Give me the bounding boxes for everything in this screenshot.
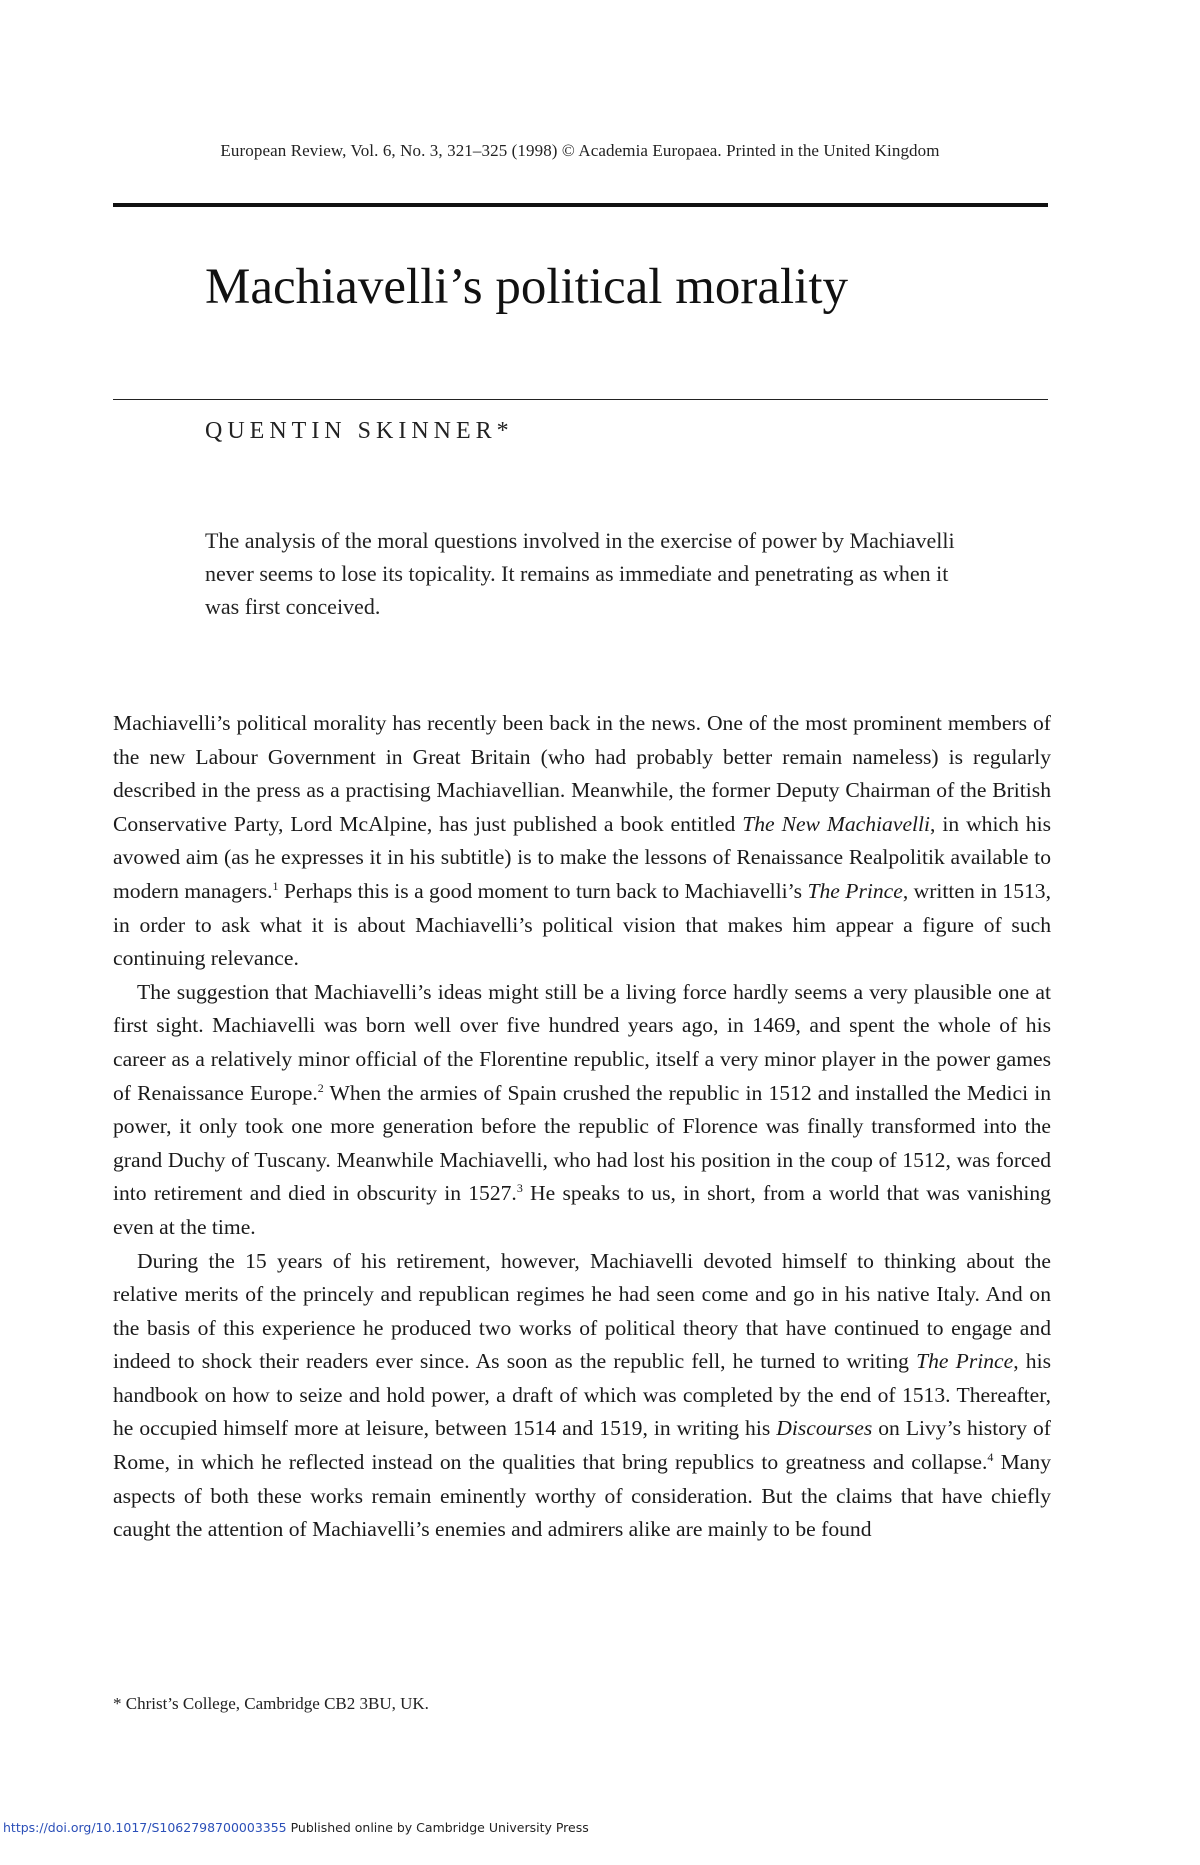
book-title-discourses: Discourses — [776, 1416, 873, 1441]
book-title-new-machiavelli: The New Machiavelli — [742, 811, 931, 836]
book-title-the-prince: The Prince — [807, 878, 903, 903]
book-title-the-prince: The Prince — [916, 1349, 1014, 1374]
body-paragraph-2: The suggestion that Machiavelli’s ideas might still be a living force hardly seems a very plausible one at first sight. Machiavelli was born well over five hundred years ago, in 1469, and spent the whole of his career as a relatively minor official of the Florentine republic, itself a very minor player in the power games of Renaissance Europe.$^2$ When the armies of Spain crushed the republic in 1512 and installed the Medici in power, it only took one more generation before the republic of Florence was finally transformed into the grand Duchy of Tuscany. Meanwhile Machiavelli, who had lost his position in the coup of 1512, was forced into retirement and died in obscurity in 1527.$^3$ He speaks to us, in short, from a world that was vanishing even at the time. — [113, 979, 1052, 1239]
footnote-ref-1: 1 — [272, 878, 279, 893]
title-rule — [113, 399, 1048, 400]
journal-citation-header: European Review, Vol. 6, No. 3, 321–325 (1998) © Academia Europaea. Printed in the United Kingdom — [220, 141, 940, 160]
author-name: QUENTIN SKINNER* — [205, 418, 514, 444]
author-affiliation-footnote: * Christ’s College, Cambridge CB2 3BU, UK. — [113, 1694, 429, 1713]
header-rule — [113, 203, 1048, 207]
footnote-ref-3: 3 — [516, 1181, 523, 1196]
doi-link[interactable]: https://doi.org/10.1017/S1062798700003355 — [3, 1820, 287, 1835]
article-body — [113, 707, 1051, 1547]
abstract: The analysis of the moral questions involved in the exercise of power by Machiavelli never seems to lose its topicality. It remains as immediate and penetrating as when it was first conceived. — [205, 528, 955, 619]
footnote-ref-4: 4 — [987, 1449, 994, 1464]
doi-footer — [3, 1820, 589, 1835]
article-title: Machiavelli’s political morality — [205, 259, 849, 315]
body-paragraph-1: Machiavelli’s political morality has recently been back in the news. One of the most prominent members of the new Labour Government in Great Britain (who had probably better remain nameless) is regularly described in the press as a practising Machiavellian. Meanwhile, the former Deputy Chairman of the British Conservative Party, Lord McAlpine, has just published a book entitled The New Machiavelli, in which his avowed aim (as he expresses it in his subtitle) is to make the lessons of Renaissance Realpolitik available to modern managers.$^1$ Perhaps this is a good moment to turn back to Machiavelli’s The Prince, written in 1513, in order to ask what it is about Machiavelli’s political vision that makes him appear a figure of such continuing relevance. — [113, 711, 1051, 971]
body-paragraph-3: During the 15 years of his retirement, however, Machiavelli devoted himself to thinking about the relative merits of the princely and republican regimes he had seen come and go in his native Italy. And on the basis of this experience he produced two works of political theory that have continued to engage and indeed to shock their readers ever since. As soon as the republic fell, he turned to writing The Prince, his handbook on how to seize and hold power, a draft of which was completed by the end of 1513. Thereafter, he occupied himself more at leisure, between 1514 and 1519, in writing his Discourses on Livy’s history of Rome, in which he reflected instead on the qualities that bring republics to greatness and collapse.$^4$ Many aspects of both these works remain eminently worthy of consideration. But the claims that have chiefly caught the attention of Machiavelli’s enemies and admirers alike are mainly to be found — [113, 1248, 1051, 1542]
footnote-ref-2: 2 — [317, 1080, 324, 1095]
publisher-note: Published online by Cambridge University Press — [286, 1820, 589, 1835]
